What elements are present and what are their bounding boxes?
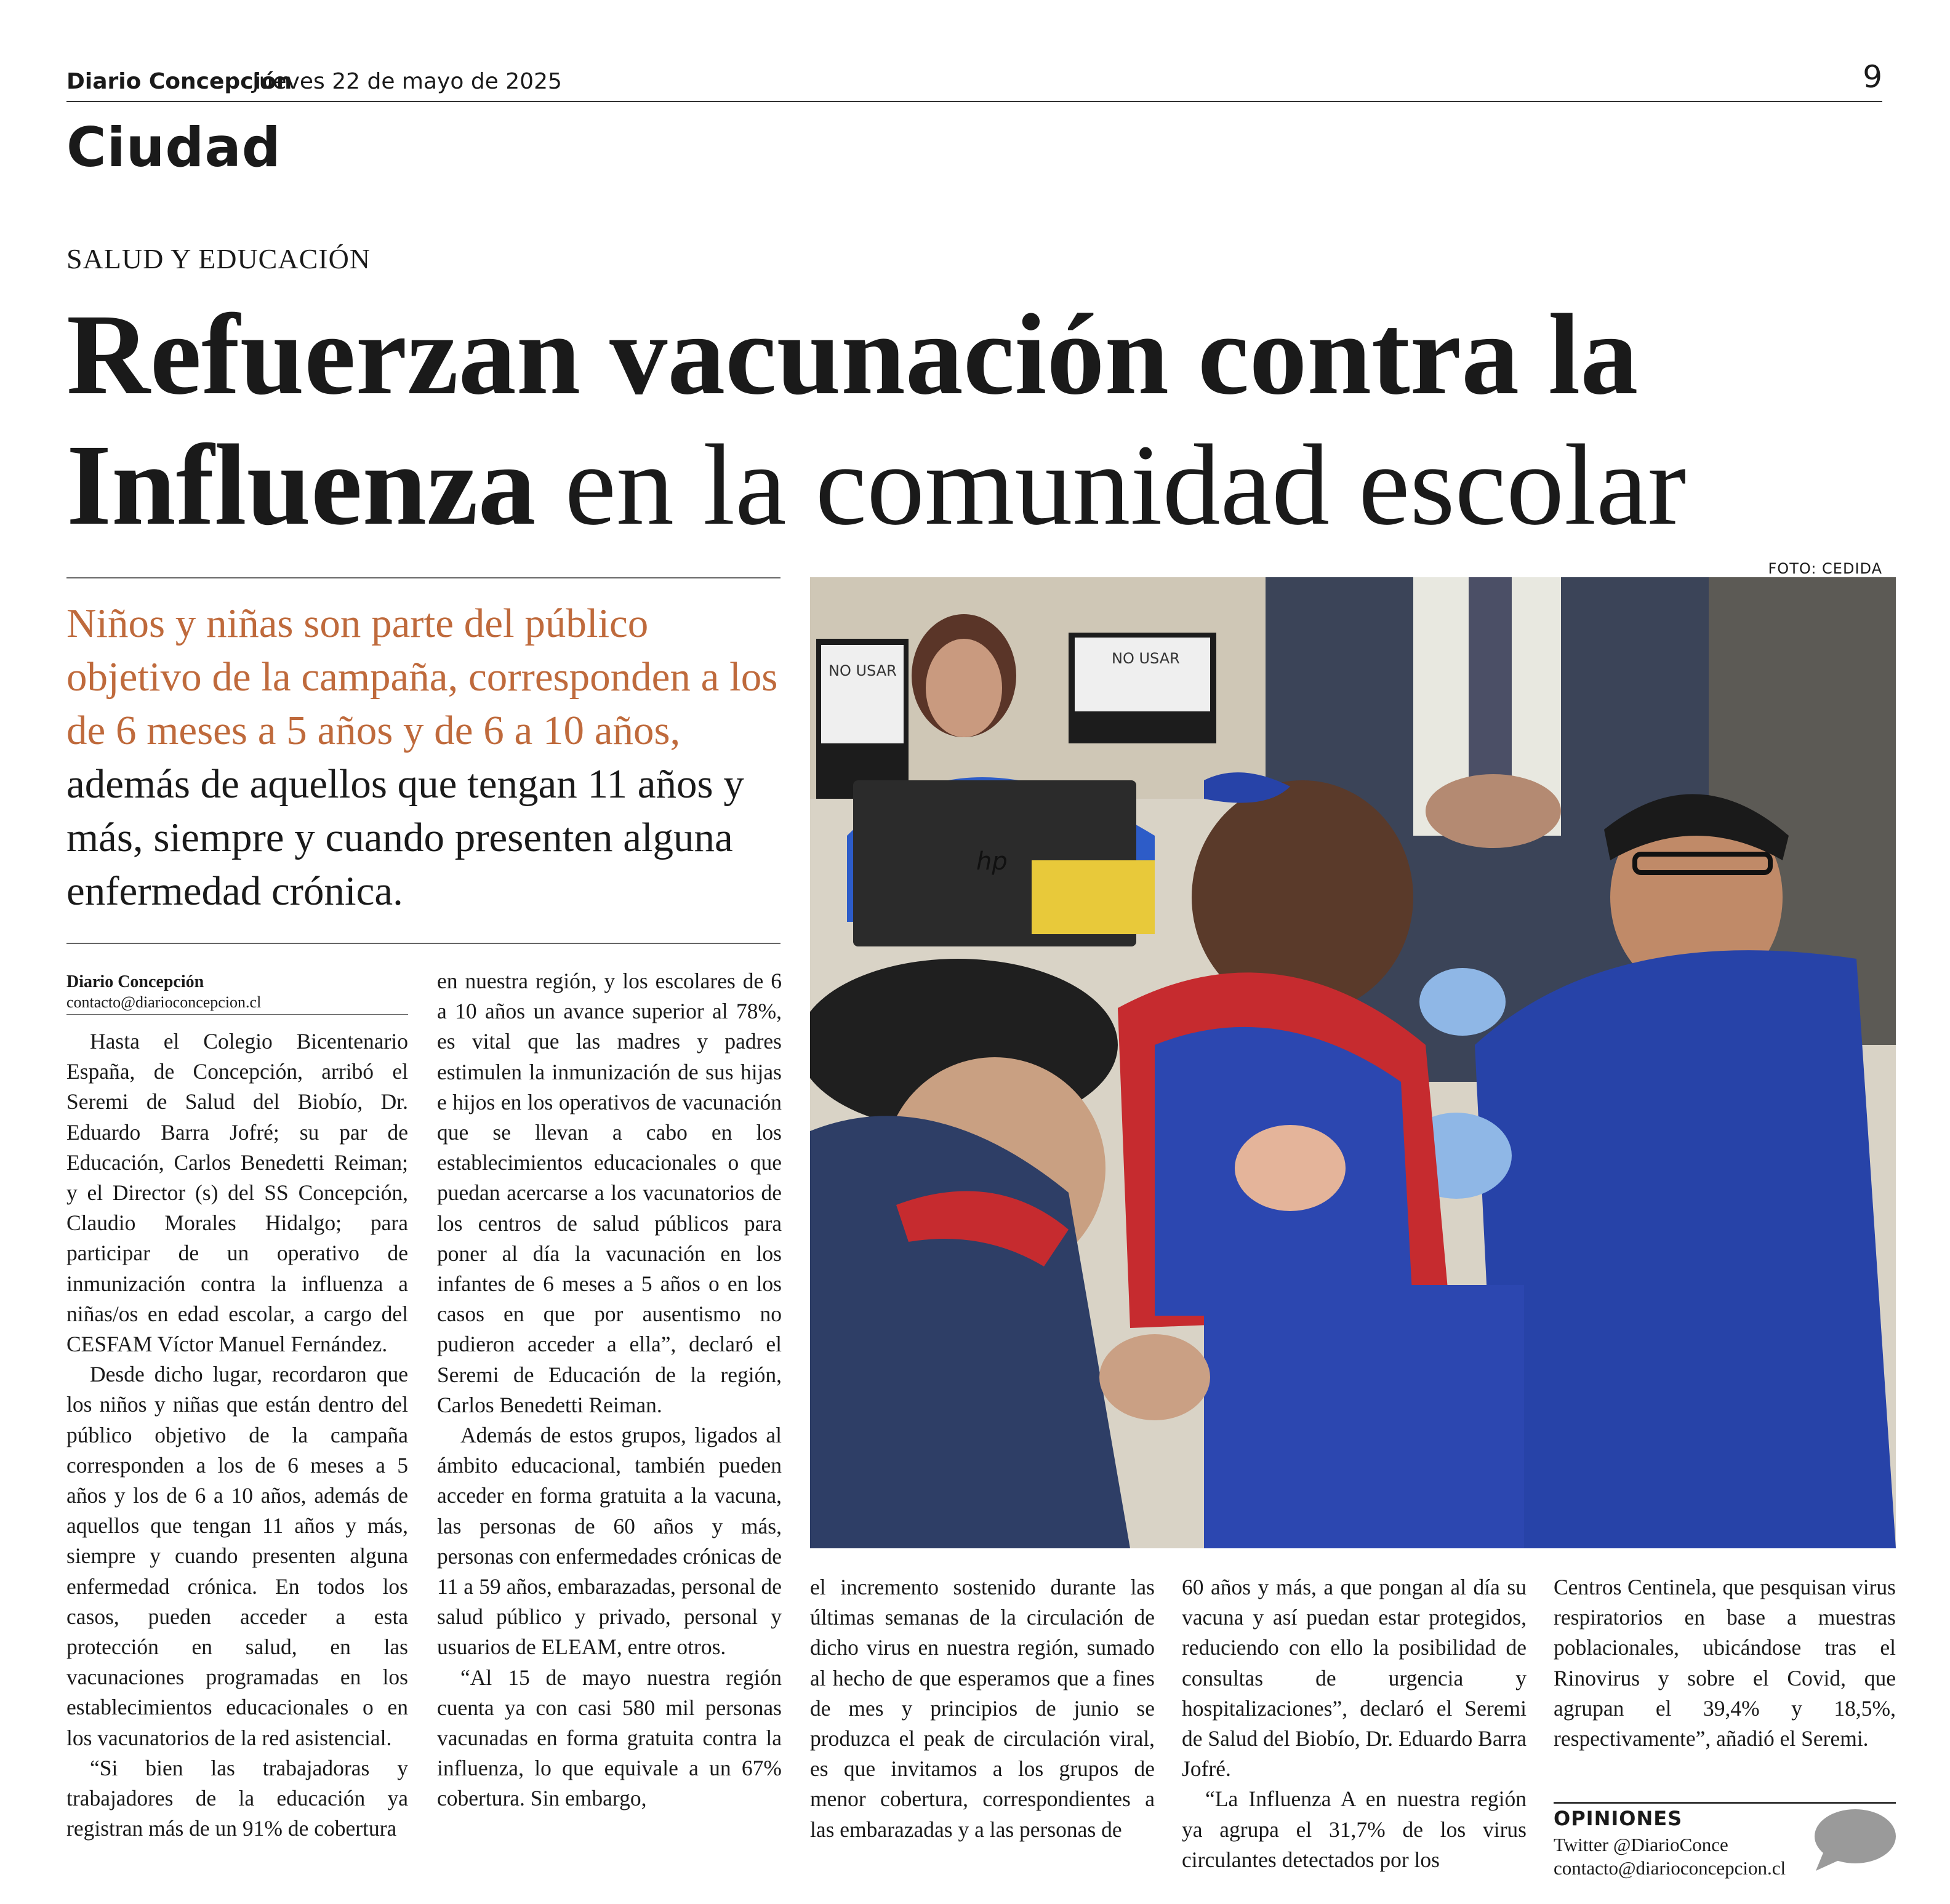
body-column-3 [810, 1572, 1155, 1845]
opinions-divider [1554, 1802, 1896, 1804]
deck-highlight: Niños y niñas son parte del público objetivo de la campaña, corresponden a los de 6 meses a 5 años y de 6 a 10 años, [66, 601, 778, 753]
opinions-email: contacto@diarioconcepcion.cl [1554, 1857, 1786, 1879]
body-column-4 [1182, 1572, 1527, 1875]
article-photo [810, 577, 1896, 1548]
paragraph: “Si bien las trabajadoras y trabajadores de la educación ya registran más de un 91% de cobertura [66, 1755, 408, 1841]
byline-email: contacto@diarioconcepcion.cl [66, 993, 262, 1011]
article-headline [66, 289, 1882, 550]
photo-credit: FOTO: CEDIDA [1768, 560, 1882, 577]
section-title: Ciudad [66, 116, 281, 179]
photo-illustration [810, 577, 1896, 1548]
paragraph: Además de estos grupos, ligados al ámbito educacional, también pueden acceder en forma gratuita a la vacuna, las personas de 60 años y más, personas con enfermedades crónicas de 11 a 59 años, embarazadas, personal de salud público y privado, personal y usuarios de ELEAM, entre otros. [437, 1423, 782, 1660]
paragraph: el incremento sostenido durante las últimas semanas de la circulación de dicho virus en nuestra región, sumado al hecho de que esperamos que a fines de mes y principios de junio se produzca el peak de circulación viral, es que invitamos a los grupos de menor cobertura, correspondientes a las embarazadas y a las personas de [810, 1575, 1155, 1842]
paragraph: “La Influenza A en nuestra región ya agrupa el 31,7% de los virus circulantes detectados por los [1182, 1786, 1527, 1872]
article-deck [66, 597, 787, 918]
deck-top-divider [66, 577, 780, 578]
header-divider [66, 101, 1882, 102]
headline-rest: en la comunidad escolar [536, 420, 1687, 549]
deck-bottom-divider [66, 943, 780, 944]
newspaper-name: Diario Concepción [66, 69, 292, 94]
speech-bubble-icon [1811, 1807, 1897, 1874]
byline-author: Diario Concepción [66, 972, 204, 991]
issue-date: Jueves 22 de mayo de 2025 [252, 69, 562, 94]
page-number: 9 [1863, 59, 1882, 95]
sign-no-usar-2: NO USAR [1112, 650, 1180, 667]
deck-rest: además de aquellos que tengan 11 años y más, siempre y cuando presenten alguna enfermedad crónica. [66, 761, 744, 914]
body-column-1 [66, 1026, 408, 1844]
opinions-title: OPINIONES [1554, 1807, 1683, 1830]
paragraph: Centros Centinela, que pesquisan virus respiratorios en base a muestras poblacionales, ubicándose tras el Rinovirus y sobre el Covid, que agrupan el 39,4% y 18,5%, respectivamente”, añadió el Seremi. [1554, 1575, 1896, 1751]
byline-divider [66, 1014, 408, 1015]
article-kicker: SALUD Y EDUCACIÓN [66, 243, 371, 274]
paragraph: Desde dicho lugar, recordaron que los niños y niñas que están dentro del público objetivo de la campaña corresponden a los de 6 meses a 5 años y los de 6 a 10 años, además de aquellos que tengan 11 años y más, siempre y cuando presenten alguna enfermedad crónica. En todos los casos, pueden acceder a esta protección en salud, en las vacunaciones programadas en los establecimientos educacionales o en los vacunatorios de la red asistencial. [66, 1362, 408, 1750]
paragraph: 60 años y más, a que pongan al día su vacuna y así puedan estar protegidos, reduciendo con ello la posibilidad de consultas de urgencia y hospitalizaciones”, declaró el Seremi de Salud del Biobío, Dr. Eduardo Barra Jofré. [1182, 1575, 1527, 1782]
paragraph: en nuestra región, y los escolares de 6 a 10 años un avance superior al 78%, es vital que las madres y padres estimulen la inmunización de sus hijas e hijos en los operativos de vacunación que se llevan a cabo en los establecimientos educacionales o que puedan acercarse a los vacunatorios de los centros de salud públicos para poner al día la vacunación en los infantes de 6 meses a 5 años o en los casos en que por ausentismo no pudieron acceder a ella”, declaró el Seremi de Educación de la región, Carlos Benedetti Reiman. [437, 969, 782, 1417]
opinions-twitter: Twitter @DiarioConce [1554, 1834, 1728, 1855]
body-column-2 [437, 966, 782, 1814]
paragraph: “Al 15 de mayo nuestra región cuenta ya con casi 580 mil personas vacunadas en forma gratuita contra la influenza, lo que equivale a un 67% cobertura. Sin embargo, [437, 1665, 782, 1811]
sign-no-usar-1: NO USAR [829, 662, 897, 679]
headline-bold-word: Influenza [66, 420, 536, 549]
laptop-logo: hp [976, 847, 1008, 876]
headline-line-1: Refuerzan vacunación contra la [66, 290, 1639, 418]
paragraph: Hasta el Colegio Bicentenario España, de Concepción, arribó el Seremi de Salud del Biobío, Dr. Eduardo Barra Jofré; su par de Educación, Carlos Benedetti Reiman; y el Director (s) del SS Concepción, Claudio Morales Hidalgo; para participar de un operativo de inmunización contra la influenza a niñas/os en edad escolar, a cargo del CESFAM Víctor Manuel Fernández. [66, 1029, 408, 1357]
body-column-5 [1554, 1572, 1896, 1754]
